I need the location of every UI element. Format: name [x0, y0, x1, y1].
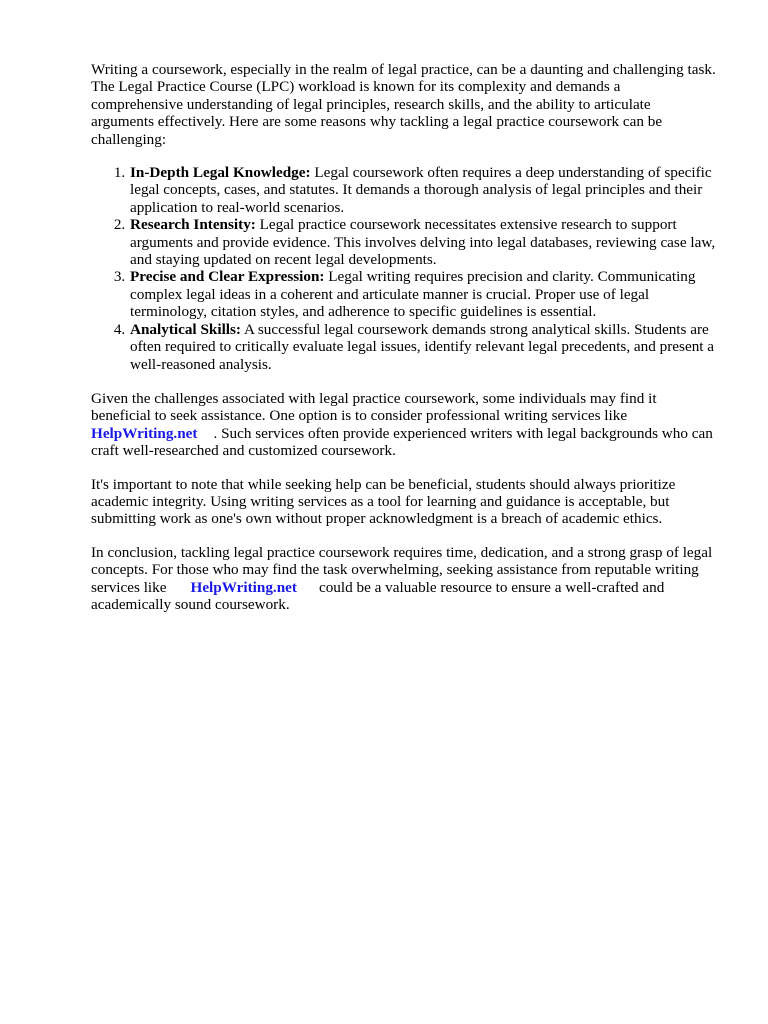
integrity-paragraph: It's important to note that while seeking help can be beneficial, students should always prioritize academic integrity. Using writing services as a tool for learning and guidance is acceptable, but submitting work as one's own without proper acknowledgment is a breach of academic ethics.: [91, 475, 676, 528]
reason-item-research: [129, 216, 716, 268]
reason-text: Legal coursework often requires a deep understanding of specific legal concepts, cases, and statutes. It demands a thorough analysis of legal principles and their application to real-world scenarios.: [130, 164, 712, 216]
reason-item-expression: [129, 268, 716, 320]
reason-heading: Research Intensity:: [130, 216, 256, 234]
reason-text: A successful legal coursework demands strong analytical skills. Students are often required to critically evaluate legal issues, identify relevant legal precedents, and present a well-reasoned analysis.: [130, 320, 715, 373]
reason-text: Legal practice coursework necessitates extensive research to support arguments and provide evidence. This involves delving into legal databases, reviewing case law, and staying updated on recent legal developments.: [130, 216, 716, 269]
reason-item-analytical: [129, 321, 716, 373]
reasons-list: [91, 164, 716, 373]
reason-heading: Precise and Clear Expression:: [130, 268, 325, 286]
conclusion-paragraph: [91, 544, 716, 614]
conclusion-text-after: could be a valuable resource to ensure a well-crafted and academically sound coursework.: [91, 578, 665, 613]
helpwriting-link[interactable]: HelpWriting.net: [190, 578, 297, 596]
assistance-text-before: Given the challenges associated with legal practice coursework, some individuals may find it beneficial to seek assistance. One option is to consider professional writing services like: [91, 389, 657, 425]
intro-paragraph: Writing a coursework, especially in the realm of legal practice, can be a daunting and challenging task. The Legal Practice Course (LPC) workload is known for its complexity and demands a comprehensive understanding of legal principles, research skills, and the ability to articulate arguments effectively. Here are some reasons why tackling a legal practice coursework can be challenging:: [91, 61, 716, 148]
assistance-text-after: . Such services often provide experienced writers with legal backgrounds who can craft well-researched and customized coursework.: [91, 424, 713, 460]
reason-heading: Analytical Skills:: [130, 320, 241, 338]
document-page: [91, 61, 716, 629]
reason-item-knowledge: [129, 164, 716, 216]
helpwriting-link[interactable]: HelpWriting.net: [91, 424, 198, 442]
reason-heading: In-Depth Legal Knowledge:: [130, 164, 311, 182]
assistance-paragraph: [91, 390, 716, 460]
reason-text: Legal writing requires precision and clarity. Communicating complex legal ideas in a coherent and articulate manner is crucial. Proper use of legal terminology, citation styles, and adherence to specific guidelines is essential.: [130, 268, 696, 321]
conclusion-text-before: In conclusion, tackling legal practice coursework requires time, dedication, and a strong grasp of legal concepts. For those who may find the task overwhelming, seeking assistance from reputable writing services like: [91, 543, 713, 596]
